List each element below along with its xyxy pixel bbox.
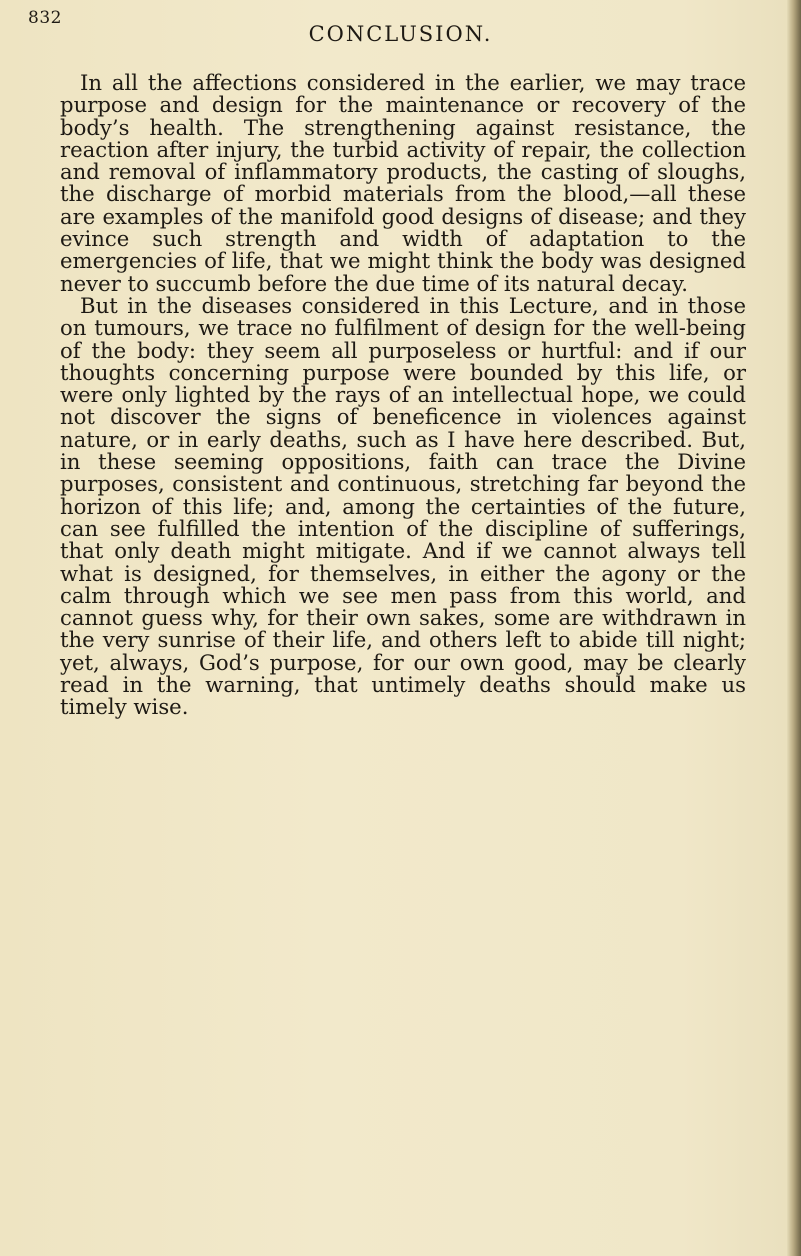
running-head: CONCLUSION.: [308, 22, 493, 46]
page-number: 832: [28, 8, 62, 28]
paragraph: In all the affections considered in the earlier, we may trace purpose and design for the maintenance or recovery of the body’s health. The strengthening against resistance, the reaction after injury, the turbid activity of repair, the collection and removal of inflammatory products, the casting of sloughs, the discharge of morbid materials from the blood,—all these are examples of the manifold good designs of disease; and they evince such strength and width of adaptation to the emergencies of life, that we might think the body was designed never to succumb before the due time of its natural decay.: [60, 70, 746, 296]
body-text: [60, 72, 746, 719]
paragraph: But in the diseases considered in this Lecture, and in those on tumours, we trace no fulfilment of design for the well-being of the body: they seem all purposeless or hurtful: and if our thoughts concerning purpose were bounded by this life, or were only lighted by the rays of an intellectual hope, we could not discover the signs of beneficence in violences against nature, or in early deaths, such as I have here described. But, in these seeming oppositions, faith can trace the Divine purposes, consistent and continuous, stretching far beyond the horizon of this life; and, among the certainties of the future, can see fulfilled the intention of the discipline of sufferings, that only death might mitigate. And if we cannot always tell what is designed, for themselves, in either the agony or the calm through which we see men pass from this world, and cannot guess why, for their own sakes, some are withdrawn in the very sunrise of their life, and others left to abide till night; yet, always, God’s purpose, for our own good, may be clearly read in the warning, that untimely deaths should make us timely wise.: [60, 292, 746, 720]
page-edge: [787, 0, 801, 1256]
